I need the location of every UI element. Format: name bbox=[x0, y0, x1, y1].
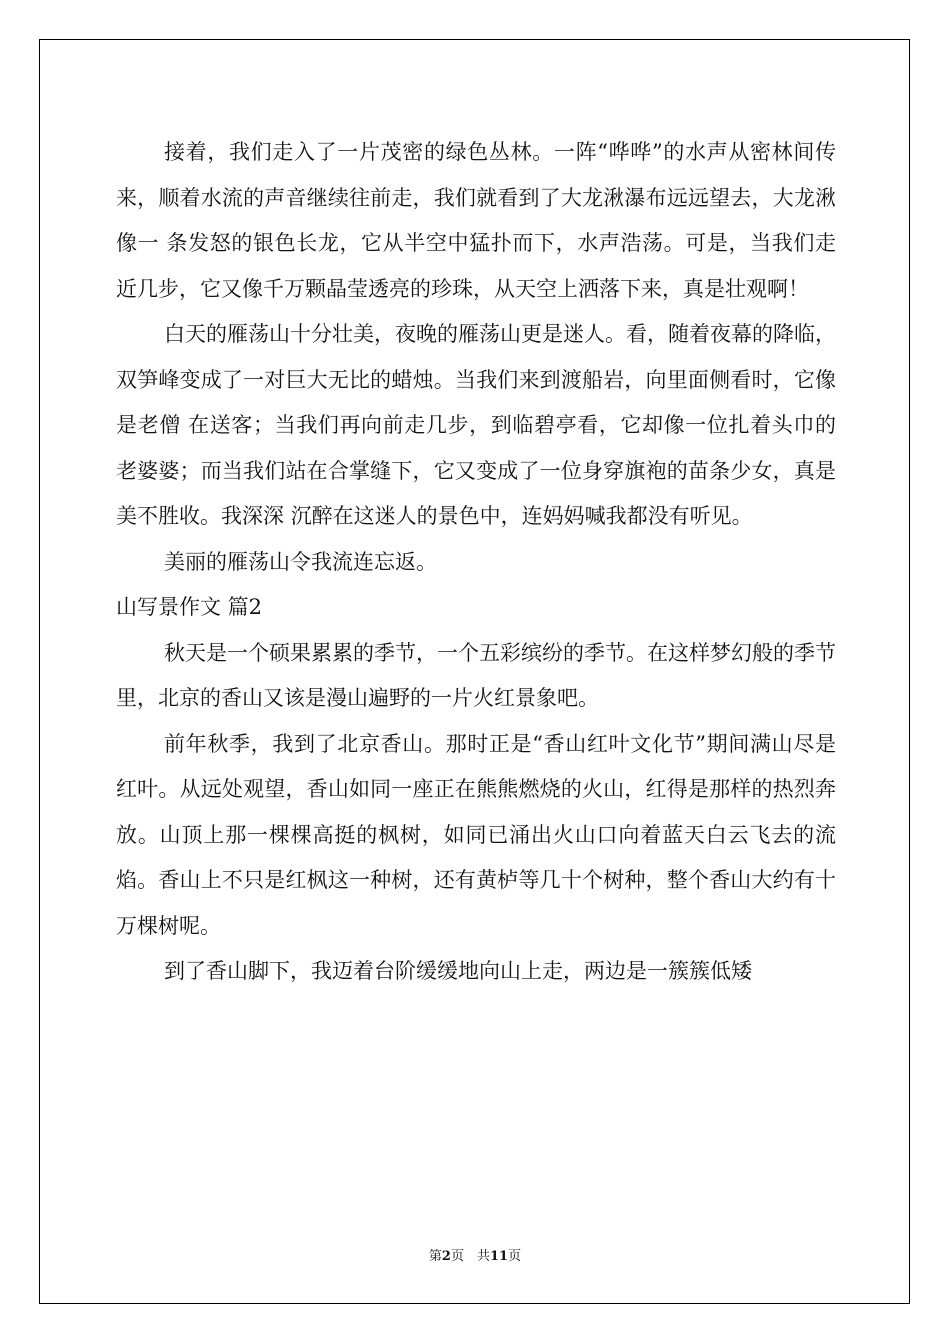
document-body bbox=[116, 130, 836, 995]
paragraph-night-scenery: 白天的雁荡山十分壮美，夜晚的雁荡山更是迷人。看，随着夜幕的降临，双笋峰变成了一对巨大无比的蜡烛。当我们来到渡船岩，向里面侧看时，它像是老僧 在送客；当我们再向前走几步，到临碧亭看，它却像一位扎着头巾的老婆婆；而当我们站在合掌缝下，它又变成了一位身穿旗袍的苗条少女，真是美不胜收。我深深 沉醉在这迷人的景色中，连妈妈喊我都没有听见。 bbox=[116, 322, 836, 528]
section-heading: 山写景作文 篇2 bbox=[116, 595, 263, 619]
paragraph-xiangshan-visit: 前年秋季，我到了北京香山。那时正是“香山红叶文化节”期间满山尽是红叶。从远处观望，香山如同一座正在熊熊燃烧的火山，红得是那样的热烈奔放。山顶上那一棵棵高挺的枫树，如同已涌出火山口向着蓝天白云飞去的流焰。香山上不只是红枫这一种树，还有黄栌等几十个树种，整个香山大约有十万棵树呢。 bbox=[116, 731, 836, 938]
page-footer bbox=[0, 1245, 950, 1264]
paragraph-mountain-foot: 到了香山脚下，我迈着台阶缓缓地向山上走，两边是一簇簇低矮 bbox=[164, 959, 752, 983]
paragraph-waterfall: 接着，我们走入了一片茂密的绿色丛林。一阵“哗哗”的水声从密林间传来，顺着水流的声音继续往前走，我们就看到了大龙湫瀑布远远望去，大龙湫像一 条发怒的银色长龙，它从半空中猛扑而下，水声浩荡。可是，当我们走近几步，它又像千万颗晶莹透亮的珍珠，从天空上洒落下来，真是壮观啊！ bbox=[116, 140, 836, 301]
paragraph-autumn-intro: 秋天是一个硕果累累的季节，一个五彩缤纷的季节。在这样梦幻般的季节里，北京的香山又该是漫山遍野的一片火红景象吧。 bbox=[116, 640, 836, 710]
footer-middle: 页 共 bbox=[450, 1249, 490, 1264]
total-page-count: 11 bbox=[489, 1249, 509, 1264]
paragraph-conclusion: 美丽的雁荡山令我流连忘返。 bbox=[164, 549, 437, 574]
footer-suffix: 页 bbox=[508, 1249, 522, 1264]
footer-prefix: 第 bbox=[428, 1249, 442, 1264]
current-page-number: 2 bbox=[441, 1249, 451, 1264]
